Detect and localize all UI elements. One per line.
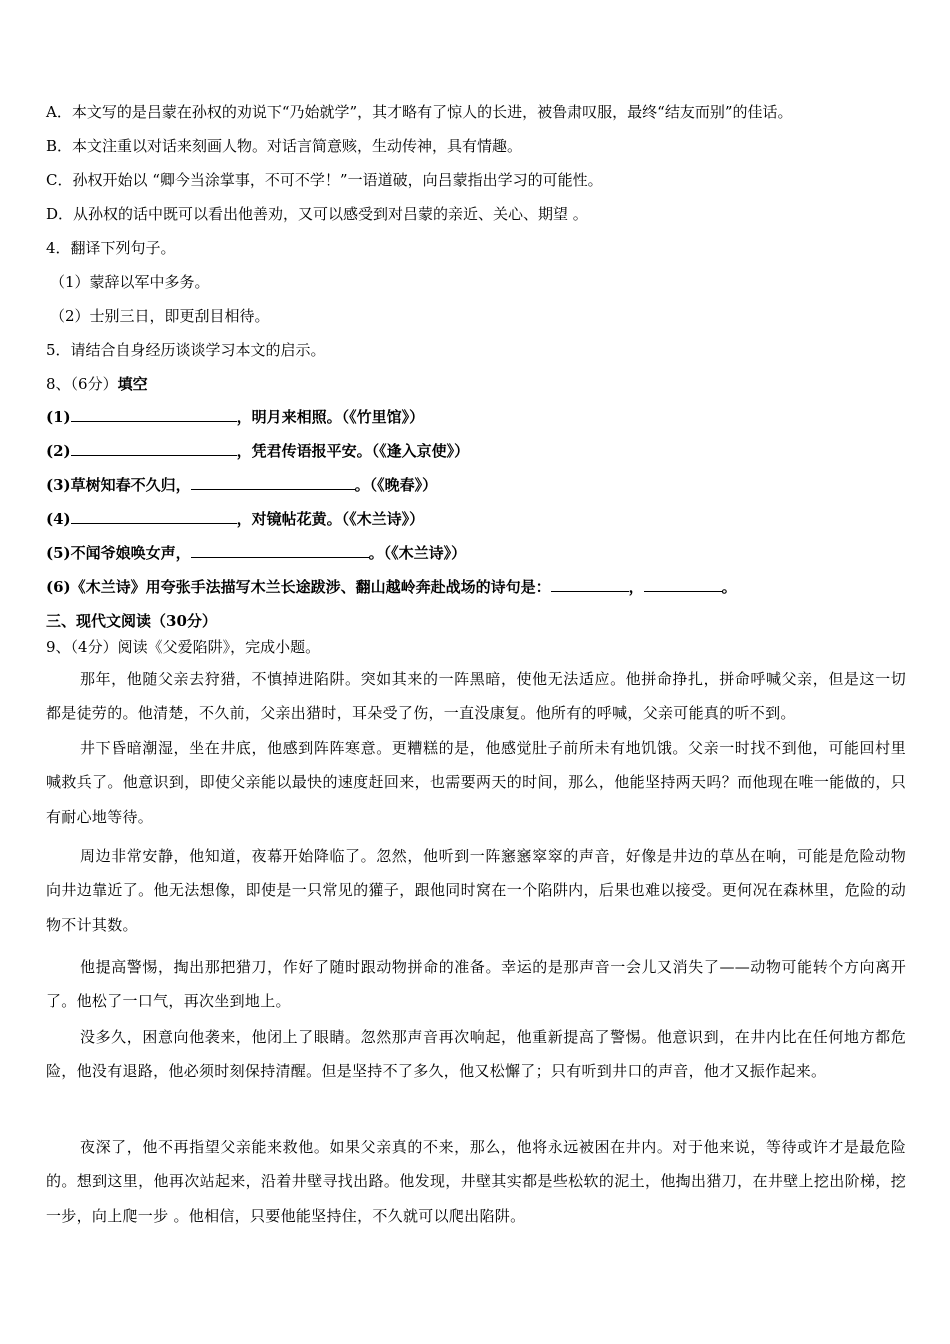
blank-item-6 <box>46 576 737 598</box>
passage-paragraph-2: 井下昏暗潮湿，坐在井底，他感到阵阵寒意。更糟糕的是，他感觉肚子前所未有地饥饿。父亲一时找不到他，可能回村里喊救兵了。他意识到，即使父亲能以最快的速度赶回来，也需要两天的时间，那么，他能坚持两天吗？而他现在唯一能做的，只有耐心地等待。 <box>46 739 906 826</box>
question-9: 9、（4分）阅读《父爱陷阱》，完成小题。 <box>46 638 321 656</box>
blank-item-5 <box>46 542 466 564</box>
blank-5-line[interactable] <box>191 543 369 558</box>
passage-paragraph-1: 那年，他随父亲去狩猎，不慎掉进陷阱。突如其来的一阵黑暗，使他无法适应。他拼命挣扎，拼命呼喊父亲，但是这一切都是徒劳的。他清楚，不久前，父亲出猎时，耳朵受了伤，一直没康复。他所有的呼喊，父亲可能真的听不到。 <box>46 670 906 723</box>
blank-1-number: (1) <box>46 408 71 426</box>
passage-paragraph-6: 夜深了，他不再指望父亲能来救他。如果父亲真的不来，那么，他将永远被困在井内。对于他来说，等待或许才是最危险的。想到这里，他再次站起来，沿着井壁寻找出路。他发现，井壁其实都是些松软的泥土，他掏出猎刀，在井壁上挖出阶梯，挖一步，向上爬一步 。他相信，只要他能坚持住，不久就可以爬出陷阱。 <box>46 1138 906 1225</box>
question-8-prefix: 8、（6分） <box>46 375 118 393</box>
blank-1-line[interactable] <box>71 407 237 422</box>
option-d: D．从孙权的话中既可以看出他善劝，又可以感受到对吕蒙的亲近、关心、期望 。 <box>46 205 588 223</box>
option-a: A．本文写的是吕蒙在孙权的劝说下“乃始就学”，其才略有了惊人的长进，被鲁肃叹服，最终“结友而别”的佳话。 <box>46 103 793 121</box>
passage-paragraph-5: 没多久，困意向他袭来，他闭上了眼睛。忽然那声音再次响起，他重新提高了警惕。他意识到，在井内比在任何地方都危险，他没有退路，他必须时刻保持清醒。但是坚持不了多久，他又松懈了；只有听到井口的声音，他才又振作起来。 <box>46 1028 906 1081</box>
blank-2-line[interactable] <box>71 441 237 456</box>
option-c: C．孙权开始以 “卿今当涂掌事，不可不学！”一语道破，向吕蒙指出学习的可能性。 <box>46 171 603 189</box>
blank-3-text: (3)草树知春不久归， <box>46 476 191 494</box>
blank-6b-line[interactable] <box>644 577 722 592</box>
blank-6a-line[interactable] <box>551 577 629 592</box>
blank-2-number: (2) <box>46 442 71 460</box>
passage-paragraph-3: 周边非常安静，他知道，夜幕开始降临了。忽然，他听到一阵窸窸窣窣的声音，好像是井边的草丛在响，可能是危险动物向井边靠近了。他无法想像，即使是一只常见的獾子，跟他同时窝在一个陷阱内，后果也难以接受。更何况在森林里，危险的动物不计其数。 <box>46 847 906 934</box>
blank-5-text: (5)不闻爷娘唤女声， <box>46 544 191 562</box>
question-4-sentence-1: （1）蒙辞以军中多务。 <box>50 273 210 291</box>
question-8-heading <box>46 373 148 395</box>
blank-3-line[interactable] <box>191 475 355 490</box>
blank-6-end: 。 <box>721 578 737 596</box>
question-4-title: 4．翻译下列句子。 <box>46 239 176 257</box>
option-b: B．本文注重以对话来刻画人物。对话言简意赅，生动传神，具有情趣。 <box>46 137 523 155</box>
blank-3-end: 。（《晚春》） <box>354 476 438 494</box>
blank-2-text: ，凭君传语报平安。（《逢入京使》） <box>236 442 470 460</box>
blank-item-2 <box>46 440 469 462</box>
blank-6-mid: ， <box>628 578 644 596</box>
blank-4-number: (4) <box>46 510 71 528</box>
blank-6-text: (6)《木兰诗》用夸张手法描写木兰长途跋涉、翻山越岭奔赴战场的诗句是： <box>46 578 551 596</box>
blank-item-1 <box>46 406 424 428</box>
question-4-sentence-2: （2）士别三日，即更刮目相待。 <box>50 307 270 325</box>
section-3-heading: 三、现代文阅读（30分） <box>46 612 217 630</box>
blank-5-end: 。（《木兰诗》） <box>368 544 467 562</box>
blank-1-text: ，明月来相照。（《竹里馆》） <box>236 408 425 426</box>
question-8-title: 填空 <box>117 375 148 393</box>
blank-item-4 <box>46 508 424 530</box>
blank-4-line[interactable] <box>71 509 237 524</box>
question-5: 5．请结合自身经历谈谈学习本文的启示。 <box>46 341 326 359</box>
blank-item-3 <box>46 474 437 496</box>
passage-paragraph-4: 他提高警惕，掏出那把猎刀，作好了随时跟动物拼命的准备。幸运的是那声音一会儿又消失了——动物可能转个方向离开了。他松了一口气，再次坐到地上。 <box>46 958 906 1011</box>
blank-4-text: ，对镜帖花黄。（《木兰诗》） <box>236 510 425 528</box>
